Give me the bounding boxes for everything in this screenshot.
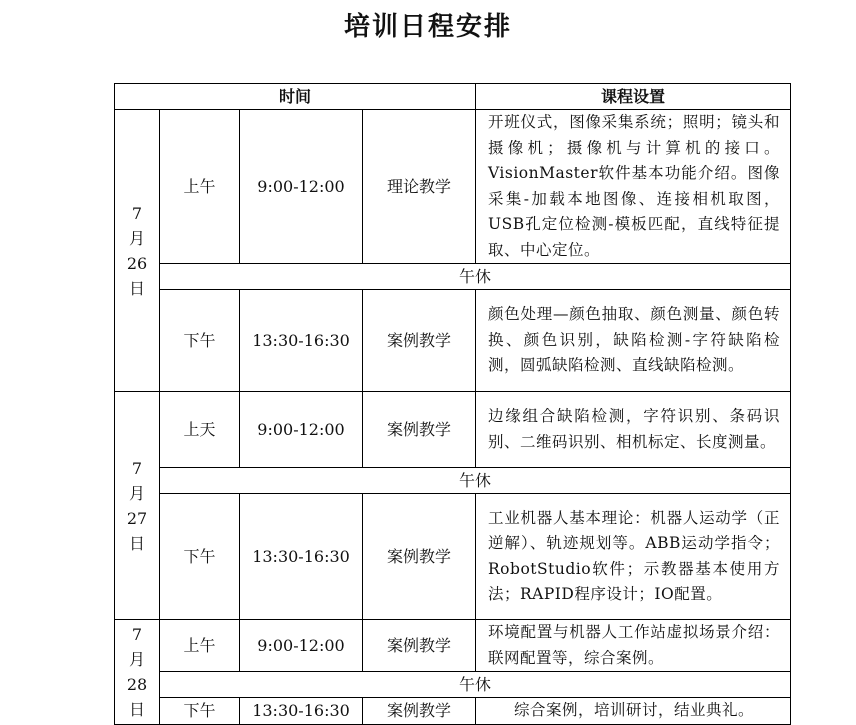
type-cell: 案例教学 — [363, 620, 476, 672]
hours-cell: 13:30-16:30 — [240, 494, 363, 620]
lunch-row — [115, 468, 791, 494]
content-cell: 边缘组合缺陷检测，字符识别、条码识别、二维码识别、相机标定、长度测量。 — [476, 392, 791, 468]
content-cell: 工业机器人基本理论：机器人运动学（正逆解）、轨迹规划等。ABB运动学指令；RobotStudio软件；示教器基本使用方法；RAPID程序设计；IO配置。 — [476, 494, 791, 620]
content-cell: 环境配置与机器人工作站虚拟场景介绍：联网配置等，综合案例。 — [476, 620, 791, 672]
content-cell: 颜色处理—颜色抽取、颜色测量、颜色转换、颜色识别，缺陷检测-字符缺陷检测，圆弧缺陷检测、直线缺陷检测。 — [476, 290, 791, 392]
content-cell: 开班仪式，图像采集系统；照明；镜头和摄像机；摄像机与计算机的接口。VisionMaster软件基本功能介绍。图像采集-加载本地图像、连接相机取图，USB孔定位检测-模板匹配，直线特征提取、中心定位。 — [476, 110, 791, 264]
lunch-row — [115, 672, 791, 698]
type-cell: 理论教学 — [363, 110, 476, 264]
hours-cell: 13:30-16:30 — [240, 290, 363, 392]
period-cell: 下午 — [160, 290, 240, 392]
lunch-cell: 午休 — [160, 468, 791, 494]
type-cell: 案例教学 — [363, 392, 476, 468]
table-row — [115, 494, 791, 620]
type-cell: 案例教学 — [363, 494, 476, 620]
date-cell: 7 月 26 日 — [115, 110, 160, 392]
table-row — [115, 290, 791, 392]
schedule-table — [114, 83, 791, 725]
date-cell: 7 月 28 日 — [115, 620, 160, 725]
period-cell: 上天 — [160, 392, 240, 468]
hours-cell: 9:00-12:00 — [240, 620, 363, 672]
table-row — [115, 110, 791, 264]
type-cell: 案例教学 — [363, 290, 476, 392]
page-title: 培训日程安排 — [343, 12, 512, 42]
hours-cell: 13:30-16:30 — [240, 698, 363, 725]
hours-cell: 9:00-12:00 — [240, 392, 363, 468]
period-cell: 上午 — [160, 110, 240, 264]
period-cell: 上午 — [160, 620, 240, 672]
date-cell: 7 月 27 日 — [115, 392, 160, 620]
period-cell: 下午 — [160, 698, 240, 725]
type-cell: 案例教学 — [363, 698, 476, 725]
header-course: 课程设置 — [476, 84, 791, 110]
hours-cell: 9:00-12:00 — [240, 110, 363, 264]
header-time: 时间 — [115, 84, 476, 110]
table-row — [115, 698, 791, 725]
period-cell: 下午 — [160, 494, 240, 620]
content-cell: 综合案例，培训研讨，结业典礼。 — [476, 698, 791, 725]
table-row — [115, 392, 791, 468]
lunch-cell: 午休 — [160, 264, 791, 290]
table-header-row — [115, 84, 791, 110]
lunch-cell: 午休 — [160, 672, 791, 698]
table-row — [115, 620, 791, 672]
lunch-row — [115, 264, 791, 290]
